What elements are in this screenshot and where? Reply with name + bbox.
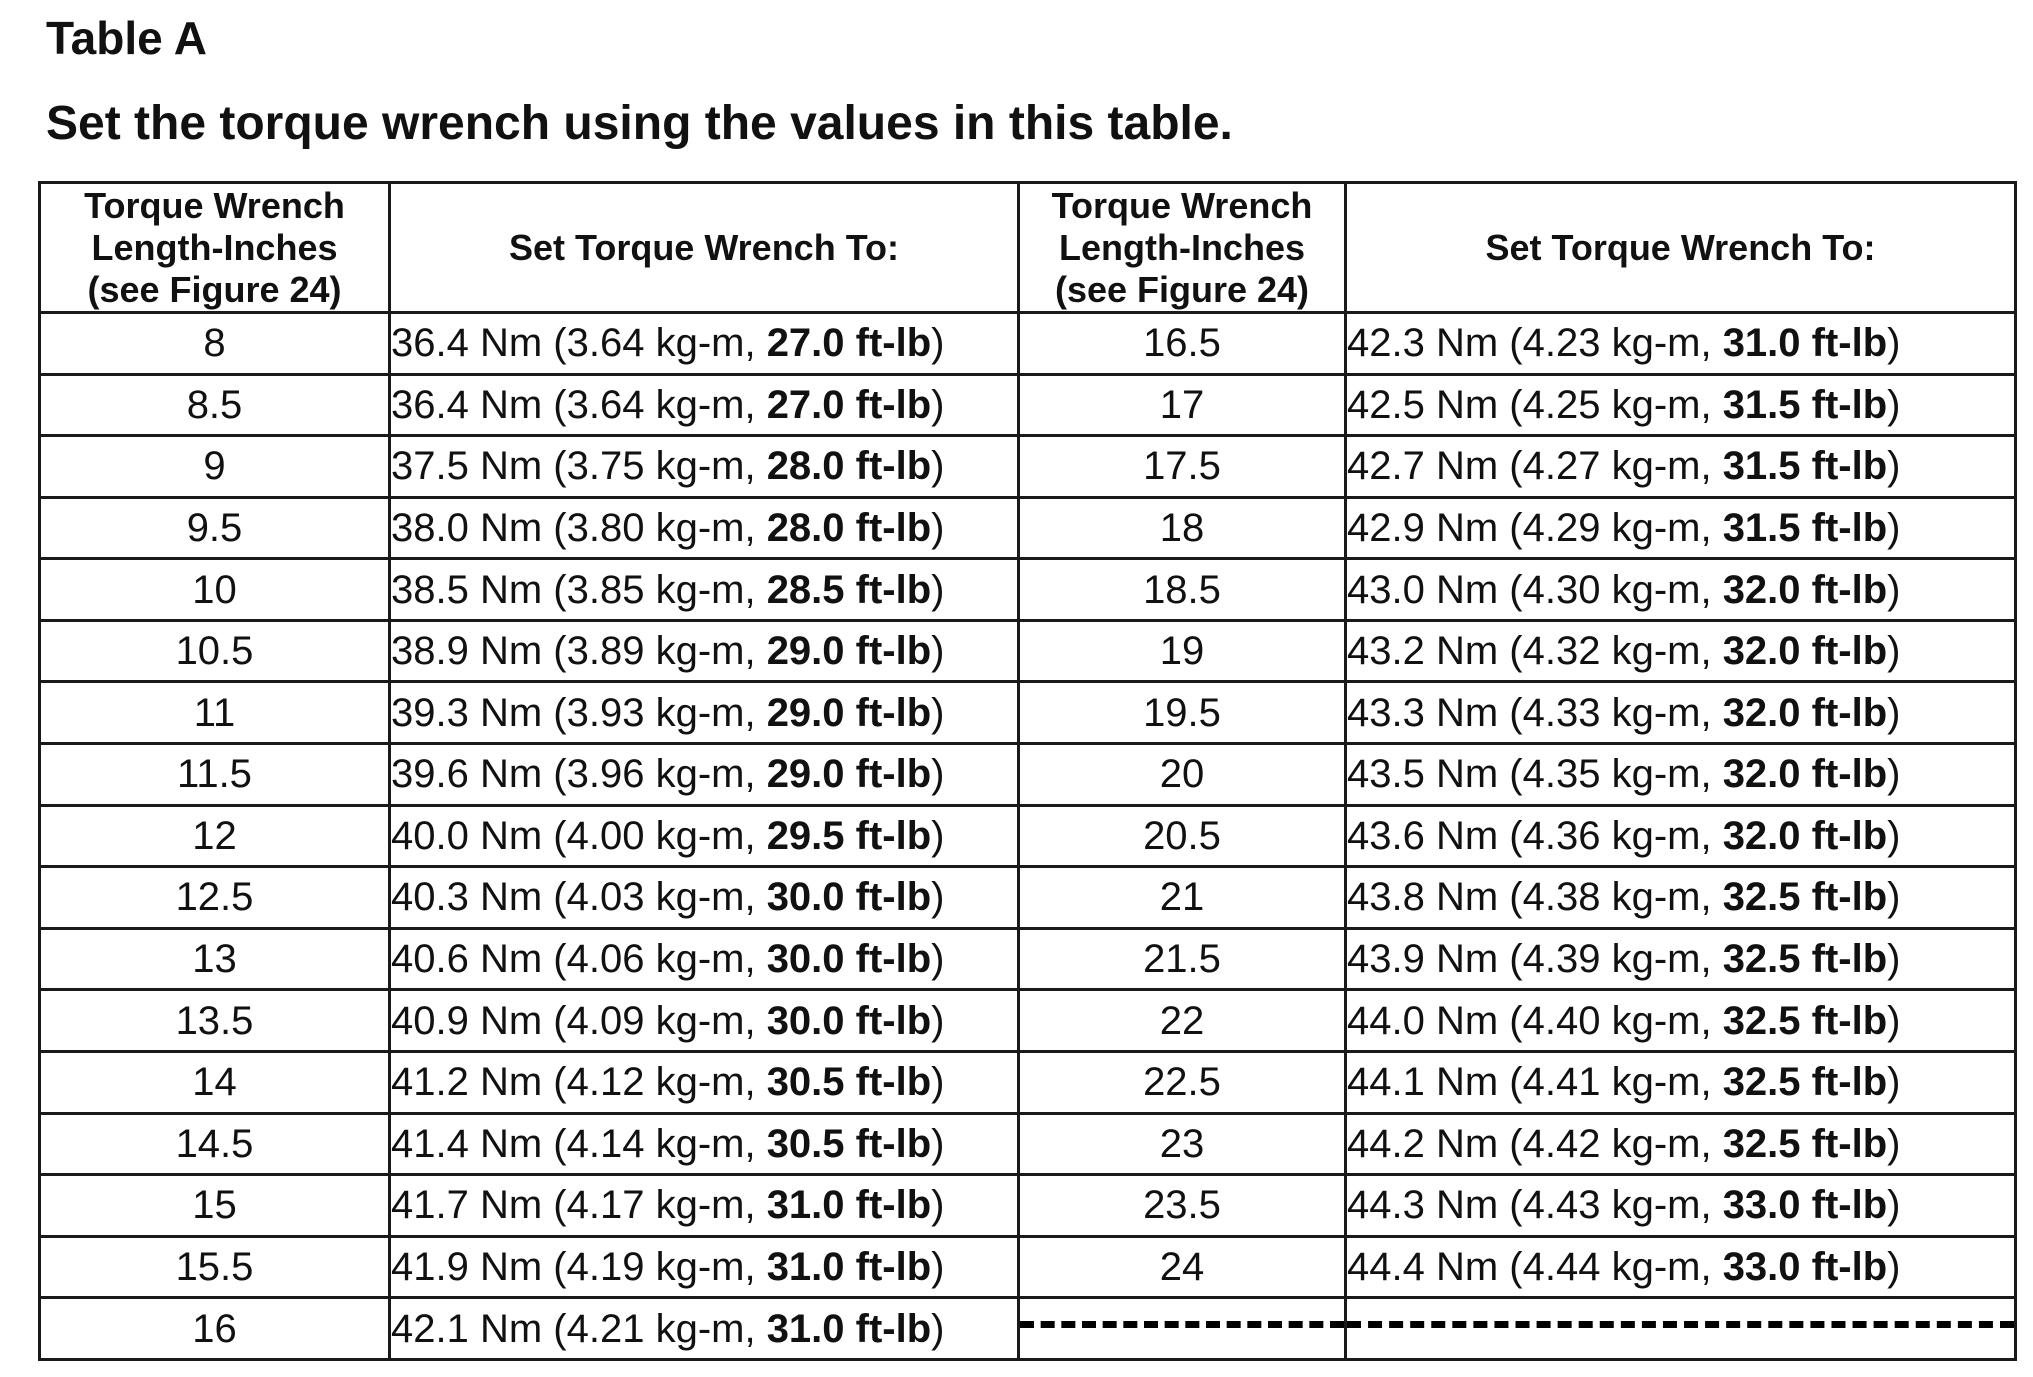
length-cell: 18 [1019, 497, 1346, 559]
ftlb-value: 32.5 ft-lb [1722, 875, 1888, 920]
setting-cell [390, 313, 1019, 375]
setting-cell [1346, 682, 2016, 744]
setting-cell [390, 374, 1019, 436]
ftlb-value: 32.5 ft-lb [1722, 998, 1888, 1043]
header-line: Torque Wrench [84, 184, 345, 226]
table-header [40, 183, 2016, 313]
length-cell: 19 [1019, 620, 1346, 682]
dashed-line [1020, 1321, 1344, 1328]
table-row [40, 805, 2016, 867]
metric-value: 42.1 Nm (4.21 kg-m, [391, 1306, 767, 1351]
setting-cell [1346, 990, 2016, 1052]
length-cell: 11 [40, 682, 390, 744]
close-paren: ) [1887, 444, 1901, 489]
setting-cell [390, 805, 1019, 867]
setting-cell [390, 1298, 1019, 1360]
header-setting-right [1346, 183, 2016, 313]
header-setting-left [390, 183, 1019, 313]
metric-value: 43.2 Nm (4.32 kg-m, [1347, 629, 1723, 674]
close-paren: ) [1887, 382, 1901, 427]
ftlb-value: 30.0 ft-lb [766, 937, 932, 982]
table-subtitle: Set the torque wrench using the values in this table. [46, 97, 1233, 150]
length-cell: 21 [1019, 867, 1346, 929]
metric-value: 38.9 Nm (3.89 kg-m, [391, 629, 767, 674]
ftlb-value: 32.5 ft-lb [1722, 1060, 1888, 1105]
close-paren: ) [931, 1060, 945, 1105]
close-paren: ) [1887, 567, 1901, 612]
length-cell: 23 [1019, 1113, 1346, 1175]
close-paren: ) [1887, 1060, 1901, 1105]
setting-cell [1346, 867, 2016, 929]
metric-value: 43.6 Nm (4.36 kg-m, [1347, 813, 1723, 858]
ftlb-value: 32.0 ft-lb [1722, 690, 1888, 735]
table-row [40, 313, 2016, 375]
table-body [40, 313, 2016, 1360]
table-row [40, 1051, 2016, 1113]
table-row [40, 744, 2016, 806]
close-paren: ) [1887, 629, 1901, 674]
ftlb-value: 31.0 ft-lb [766, 1183, 932, 1228]
close-paren: ) [1887, 875, 1901, 920]
setting-cell [1346, 497, 2016, 559]
setting-cell [1346, 620, 2016, 682]
setting-cell [390, 1113, 1019, 1175]
ftlb-value: 32.0 ft-lb [1722, 752, 1888, 797]
close-paren: ) [1887, 752, 1901, 797]
close-paren: ) [931, 813, 945, 858]
length-cell: 24 [1019, 1236, 1346, 1298]
metric-value: 43.9 Nm (4.39 kg-m, [1347, 937, 1723, 982]
length-cell: 17 [1019, 374, 1346, 436]
close-paren: ) [931, 444, 945, 489]
setting-cell [390, 559, 1019, 621]
ftlb-value: 30.0 ft-lb [766, 875, 932, 920]
close-paren: ) [931, 1244, 945, 1289]
setting-cell [390, 436, 1019, 498]
header-line: Torque Wrench [1051, 184, 1313, 226]
ftlb-value: 33.0 ft-lb [1722, 1183, 1888, 1228]
table-row [40, 436, 2016, 498]
header-line: Set Torque Wrench To: [508, 226, 899, 268]
close-paren: ) [1887, 1183, 1901, 1228]
metric-value: 38.0 Nm (3.80 kg-m, [391, 506, 767, 551]
ftlb-value: 30.5 ft-lb [766, 1060, 932, 1105]
close-paren: ) [931, 1306, 945, 1351]
close-paren: ) [931, 1121, 945, 1166]
setting-cell [1346, 744, 2016, 806]
metric-value: 44.2 Nm (4.42 kg-m, [1347, 1121, 1723, 1166]
metric-value: 42.3 Nm (4.23 kg-m, [1347, 321, 1723, 366]
length-cell: 22 [1019, 990, 1346, 1052]
table-row [40, 990, 2016, 1052]
header-row [40, 183, 2016, 313]
close-paren: ) [931, 752, 945, 797]
setting-cell [1346, 1175, 2016, 1237]
length-cell: 10.5 [40, 620, 390, 682]
header-line: (see Figure 24) [1054, 268, 1310, 310]
table-row [40, 1113, 2016, 1175]
header-length-left [40, 183, 390, 313]
header-line: (see Figure 24) [87, 268, 342, 310]
metric-value: 44.1 Nm (4.41 kg-m, [1347, 1060, 1723, 1105]
ftlb-value: 32.5 ft-lb [1722, 1121, 1888, 1166]
table-row [40, 1236, 2016, 1298]
length-cell: 10 [40, 559, 390, 621]
metric-value: 44.3 Nm (4.43 kg-m, [1347, 1183, 1723, 1228]
dashed-line [1347, 1321, 2014, 1328]
setting-cell [390, 682, 1019, 744]
ftlb-value: 30.5 ft-lb [766, 1121, 932, 1166]
metric-value: 42.5 Nm (4.25 kg-m, [1347, 382, 1723, 427]
table-row [40, 559, 2016, 621]
length-cell: 13.5 [40, 990, 390, 1052]
close-paren: ) [931, 506, 945, 551]
length-cell: 15.5 [40, 1236, 390, 1298]
length-cell: 23.5 [1019, 1175, 1346, 1237]
length-cell: 14 [40, 1051, 390, 1113]
metric-value: 38.5 Nm (3.85 kg-m, [391, 567, 767, 612]
setting-cell [390, 744, 1019, 806]
length-cell: 13 [40, 928, 390, 990]
ftlb-value: 28.5 ft-lb [766, 567, 932, 612]
ftlb-value: 29.0 ft-lb [766, 690, 932, 735]
ftlb-value: 31.5 ft-lb [1722, 506, 1888, 551]
close-paren: ) [1887, 998, 1901, 1043]
metric-value: 36.4 Nm (3.64 kg-m, [391, 382, 767, 427]
length-cell: 18.5 [1019, 559, 1346, 621]
ftlb-value: 28.0 ft-lb [766, 506, 932, 551]
length-cell: 12 [40, 805, 390, 867]
length-cell: 20 [1019, 744, 1346, 806]
table-row [40, 682, 2016, 744]
header-line: Length-Inches [91, 226, 338, 268]
metric-value: 39.3 Nm (3.93 kg-m, [391, 690, 767, 735]
metric-value: 40.6 Nm (4.06 kg-m, [391, 937, 767, 982]
close-paren: ) [1887, 813, 1901, 858]
setting-cell [1346, 1051, 2016, 1113]
ftlb-value: 32.0 ft-lb [1722, 567, 1888, 612]
empty-setting-cell [1346, 1298, 2016, 1360]
ftlb-value: 31.0 ft-lb [1722, 321, 1888, 366]
metric-value: 41.2 Nm (4.12 kg-m, [391, 1060, 767, 1105]
ftlb-value: 29.5 ft-lb [766, 813, 932, 858]
metric-value: 41.7 Nm (4.17 kg-m, [391, 1183, 767, 1228]
empty-length-cell [1019, 1298, 1346, 1360]
metric-value: 43.8 Nm (4.38 kg-m, [1347, 875, 1723, 920]
metric-value: 40.9 Nm (4.09 kg-m, [391, 998, 767, 1043]
close-paren: ) [931, 937, 945, 982]
length-cell: 12.5 [40, 867, 390, 929]
setting-cell [1346, 313, 2016, 375]
length-cell: 22.5 [1019, 1051, 1346, 1113]
setting-cell [390, 620, 1019, 682]
ftlb-value: 32.0 ft-lb [1722, 813, 1888, 858]
ftlb-value: 29.0 ft-lb [766, 752, 932, 797]
setting-cell [1346, 1236, 2016, 1298]
metric-value: 42.7 Nm (4.27 kg-m, [1347, 444, 1723, 489]
setting-cell [1346, 374, 2016, 436]
metric-value: 43.3 Nm (4.33 kg-m, [1347, 690, 1723, 735]
close-paren: ) [931, 321, 945, 366]
close-paren: ) [1887, 321, 1901, 366]
metric-value: 36.4 Nm (3.64 kg-m, [391, 321, 767, 366]
setting-cell [390, 990, 1019, 1052]
torque-table [38, 181, 2017, 1361]
close-paren: ) [931, 629, 945, 674]
ftlb-value: 31.5 ft-lb [1722, 382, 1888, 427]
length-cell: 8.5 [40, 374, 390, 436]
length-cell: 17.5 [1019, 436, 1346, 498]
ftlb-value: 31.0 ft-lb [766, 1244, 932, 1289]
close-paren: ) [931, 382, 945, 427]
metric-value: 44.0 Nm (4.40 kg-m, [1347, 998, 1723, 1043]
close-paren: ) [931, 875, 945, 920]
close-paren: ) [1887, 506, 1901, 551]
setting-cell [390, 1236, 1019, 1298]
metric-value: 37.5 Nm (3.75 kg-m, [391, 444, 767, 489]
ftlb-value: 29.0 ft-lb [766, 629, 932, 674]
length-cell: 9.5 [40, 497, 390, 559]
length-cell: 11.5 [40, 744, 390, 806]
ftlb-value: 28.0 ft-lb [766, 444, 932, 489]
setting-cell [1346, 1113, 2016, 1175]
ftlb-value: 31.0 ft-lb [766, 1306, 932, 1351]
setting-cell [390, 497, 1019, 559]
setting-cell [390, 1051, 1019, 1113]
length-cell: 19.5 [1019, 682, 1346, 744]
ftlb-value: 30.0 ft-lb [766, 998, 932, 1043]
setting-cell [1346, 928, 2016, 990]
close-paren: ) [931, 567, 945, 612]
close-paren: ) [1887, 1244, 1901, 1289]
setting-cell [1346, 559, 2016, 621]
metric-value: 43.0 Nm (4.30 kg-m, [1347, 567, 1723, 612]
length-cell: 20.5 [1019, 805, 1346, 867]
metric-value: 43.5 Nm (4.35 kg-m, [1347, 752, 1723, 797]
ftlb-value: 32.5 ft-lb [1722, 937, 1888, 982]
ftlb-value: 33.0 ft-lb [1722, 1244, 1888, 1289]
close-paren: ) [931, 690, 945, 735]
length-cell: 8 [40, 313, 390, 375]
table-row [40, 867, 2016, 929]
table-row [40, 374, 2016, 436]
metric-value: 39.6 Nm (3.96 kg-m, [391, 752, 767, 797]
close-paren: ) [931, 1183, 945, 1228]
close-paren: ) [931, 998, 945, 1043]
close-paren: ) [1887, 690, 1901, 735]
header-line: Length-Inches [1058, 226, 1305, 268]
metric-value: 44.4 Nm (4.44 kg-m, [1347, 1244, 1723, 1289]
table-row [40, 1298, 2016, 1360]
ftlb-value: 27.0 ft-lb [766, 382, 932, 427]
length-cell: 9 [40, 436, 390, 498]
setting-cell [390, 928, 1019, 990]
setting-cell [390, 867, 1019, 929]
metric-value: 42.9 Nm (4.29 kg-m, [1347, 506, 1723, 551]
setting-cell [390, 1175, 1019, 1237]
table-row [40, 928, 2016, 990]
close-paren: ) [1887, 1121, 1901, 1166]
table-title: Table A [46, 12, 208, 64]
length-cell: 15 [40, 1175, 390, 1237]
metric-value: 41.4 Nm (4.14 kg-m, [391, 1121, 767, 1166]
length-cell: 16 [40, 1298, 390, 1360]
header-length-right [1019, 183, 1346, 313]
setting-cell [1346, 805, 2016, 867]
header-line: Set Torque Wrench To: [1485, 226, 1876, 268]
close-paren: ) [1887, 937, 1901, 982]
length-cell: 14.5 [40, 1113, 390, 1175]
metric-value: 40.0 Nm (4.00 kg-m, [391, 813, 767, 858]
metric-value: 40.3 Nm (4.03 kg-m, [391, 875, 767, 920]
metric-value: 41.9 Nm (4.19 kg-m, [391, 1244, 767, 1289]
length-cell: 16.5 [1019, 313, 1346, 375]
setting-cell [1346, 436, 2016, 498]
ftlb-value: 31.5 ft-lb [1722, 444, 1888, 489]
table-row [40, 1175, 2016, 1237]
length-cell: 21.5 [1019, 928, 1346, 990]
ftlb-value: 27.0 ft-lb [766, 321, 932, 366]
table-row [40, 497, 2016, 559]
ftlb-value: 32.0 ft-lb [1722, 629, 1888, 674]
table-row [40, 620, 2016, 682]
